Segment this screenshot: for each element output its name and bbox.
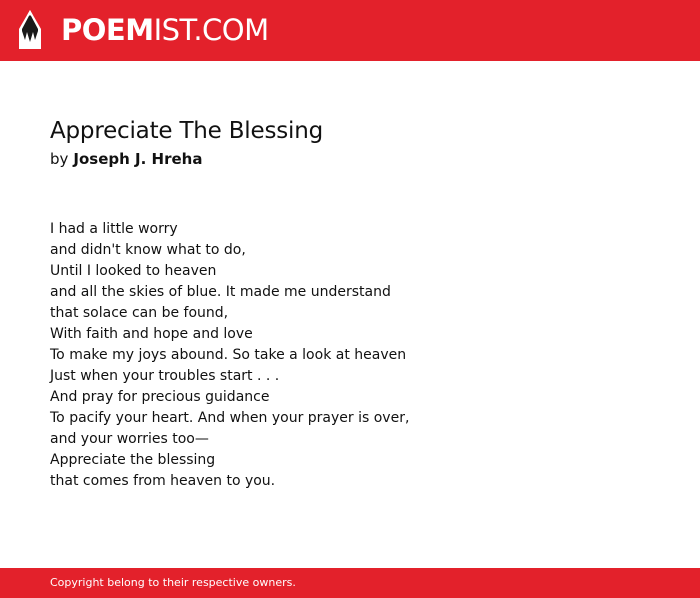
poem-title: Appreciate The Blessing — [50, 118, 323, 144]
poem-line: Just when your troubles start . . . — [50, 368, 280, 384]
poem-line: and didn't know what to do, — [50, 242, 246, 258]
site-header — [0, 0, 700, 61]
poem-line: and your worries too— — [50, 431, 209, 447]
poem-line: that comes from heaven to you. — [50, 473, 276, 489]
logo-light-text: IST.COM — [153, 13, 269, 47]
logo-bold-text: POEM — [61, 13, 154, 47]
by-label: by — [50, 150, 69, 168]
copyright-text: Copyright belong to their respective owners. — [50, 576, 296, 589]
site-footer — [0, 568, 700, 598]
poem-line: To make my joys abound. So take a look at heaven — [50, 347, 407, 363]
author-link[interactable]: Joseph J. Hreha — [73, 150, 203, 168]
pencil-icon — [17, 9, 43, 51]
byline — [50, 149, 202, 169]
site-logo-link[interactable] — [17, 9, 269, 51]
poem-line: Until I looked to heaven — [50, 263, 217, 279]
poem-line: And pray for precious guidance — [50, 389, 270, 405]
poem-body — [50, 219, 409, 492]
poem-line: and all the skies of blue. It made me understand — [50, 284, 391, 300]
poem-line: To pacify your heart. And when your prayer is over, — [50, 410, 410, 426]
poem-line: Appreciate the blessing — [50, 452, 216, 468]
poem-line: With faith and hope and love — [50, 326, 253, 342]
poem-line: that solace can be found, — [50, 305, 229, 321]
site-logo-text — [61, 9, 269, 51]
poem-line: I had a little worry — [50, 221, 178, 237]
